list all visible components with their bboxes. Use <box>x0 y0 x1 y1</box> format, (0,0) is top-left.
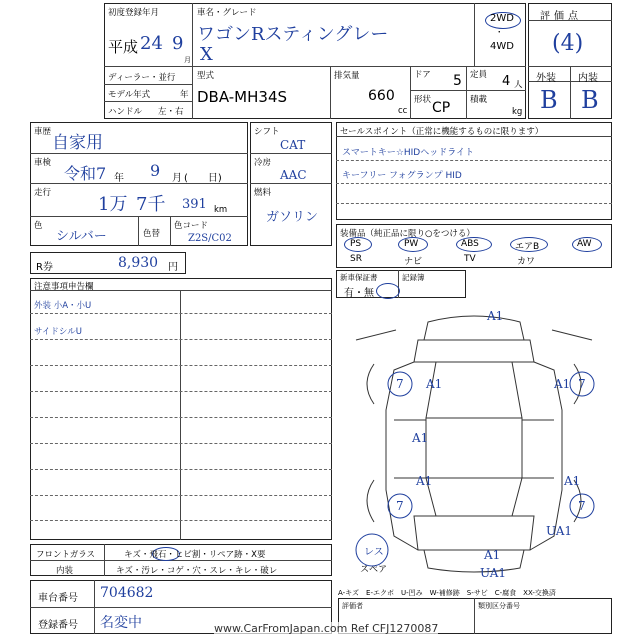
mark-rear-bumper: UA1 <box>480 566 507 580</box>
inspection-month-unit: 月 <box>172 173 182 184</box>
first-reg-label: 初度登録年月 <box>108 8 160 18</box>
interior-grade: B <box>581 86 599 114</box>
mark-tire-rl: 7 <box>396 499 404 513</box>
first-reg-month-unit: 月 <box>184 56 191 64</box>
dealer-label: ディーラー・並行 <box>108 73 176 83</box>
rating-label: 評価点 <box>540 11 582 22</box>
color-code-label: 色コード <box>174 221 209 231</box>
first-reg-year: 24 <box>140 33 163 54</box>
handle-options: 左・右 <box>158 107 184 117</box>
capacity-unit: 人 <box>514 80 523 90</box>
model-year-unit: 年 <box>180 90 189 100</box>
sales-point-1: スマートキー☆HIDヘッドライト <box>342 148 474 158</box>
shape: CP <box>432 100 451 116</box>
equip-sr: SR <box>350 254 362 264</box>
interior-label: 内装 <box>578 73 598 84</box>
frame-label: 車台番号 <box>38 593 78 604</box>
model-year-label: モデル年式 <box>108 90 151 100</box>
windshield-label: フロントガラス <box>36 550 95 560</box>
car-name: ワゴンRスティングレー <box>197 24 389 45</box>
equip-airbag: エアB <box>515 242 540 252</box>
usage-label: 車歴 <box>34 127 52 137</box>
note-1: 外装 小A・小U <box>34 301 92 311</box>
load-unit: kg <box>512 107 523 117</box>
exterior-grade: B <box>540 86 558 114</box>
fuel: ガソリン <box>266 210 319 225</box>
spare-label: スペア <box>360 565 388 575</box>
damage-legend: A-キズ E-エクボ U-凹み W-補修跡 S-サビ C-腐食 XX-交換済 <box>338 589 556 597</box>
note-2: サイドシルU <box>34 327 82 337</box>
reg-value: 名変中 <box>100 615 142 631</box>
inspection-year-unit: 年 <box>114 173 124 184</box>
displacement: 660 <box>368 88 395 104</box>
equip-aw: AW <box>577 239 592 249</box>
mileage-unit: km <box>214 205 228 215</box>
equip-tv: TV <box>464 254 476 264</box>
mark-left-side: A1 <box>412 431 429 445</box>
interior-options: キズ・汚レ・コゲ・穴・スレ・キレ・破レ <box>116 566 278 576</box>
mark-rear: A1 <box>484 548 501 562</box>
drive-2wd: 2WD <box>490 13 514 24</box>
color-swap-label: 色替 <box>143 229 161 239</box>
mark-rear-left: A1 <box>416 474 433 488</box>
drive-dot: ・ <box>495 28 504 38</box>
color: シルバー <box>56 229 107 244</box>
mark-tire-fl: 7 <box>396 377 404 391</box>
equip-leather: カワ <box>517 257 536 267</box>
sales-point-2: キーフリー フォグランプ HID <box>342 171 462 181</box>
records-label: 記録簿 <box>402 273 425 282</box>
reg-label: 登録番号 <box>38 620 78 631</box>
mileage-label: 走行 <box>34 188 52 198</box>
notes-block <box>30 278 332 540</box>
first-reg-month: 9 <box>172 33 184 54</box>
mileage-man: 1万 <box>98 194 128 215</box>
inspection-label: 車検 <box>34 158 52 168</box>
door-label: ドア <box>414 70 431 80</box>
type-label: 型式 <box>197 71 215 81</box>
record-label: 類別区分番号 <box>478 602 520 610</box>
spare-value: レス <box>364 547 384 558</box>
windshield-options: キズ・飛石・ヒビ割・リペア跡・X要 <box>124 550 266 560</box>
equip-ps: PS <box>350 239 362 249</box>
r-unit: 円 <box>168 262 178 273</box>
inspection-month: 9 <box>150 161 161 180</box>
r-label: R券 <box>36 262 53 273</box>
equip-abs: ABS <box>461 239 479 249</box>
handle-label: ハンドル <box>108 107 143 117</box>
type-value: DBA-MH34S <box>197 88 288 106</box>
notes-label: 注意事項申告欄 <box>34 282 94 292</box>
color-label: 色 <box>34 221 43 231</box>
color-code: Z2S/C02 <box>188 233 232 244</box>
displacement-unit: cc <box>398 106 408 116</box>
capacity-label: 定員 <box>470 70 488 80</box>
mark-front-left: A1 <box>426 377 443 391</box>
inspection-day: ( 日) <box>184 173 222 184</box>
r-ticket-block <box>30 252 186 274</box>
warranty-label: 新車保証書 <box>340 273 378 282</box>
car-name-label: 車名・グレード <box>197 8 257 18</box>
shape-label: 形状 <box>414 95 432 105</box>
equip-pw: PW <box>404 239 419 249</box>
warranty-value: 有・無 <box>344 288 374 299</box>
displacement-label: 排気量 <box>334 71 360 81</box>
grade: X <box>200 44 213 65</box>
interior-note-label: 内装 <box>56 566 74 576</box>
rating-value: (4) <box>552 31 584 56</box>
exterior-label: 外装 <box>536 73 556 84</box>
ac-label: 冷房 <box>254 158 272 168</box>
frame-number: 704682 <box>100 585 154 601</box>
equip-navi: ナビ <box>404 257 423 267</box>
sales-points-label: セールスポイント（正常に機能するものに限ります） <box>340 127 544 137</box>
drive-4wd: 4WD <box>490 41 514 52</box>
doors: 5 <box>453 73 462 89</box>
first-reg-era: 平成 <box>108 38 139 56</box>
inspector-label: 評価者 <box>342 602 363 610</box>
shift-label: シフト <box>254 127 280 137</box>
mark-rear-right: A1 <box>564 474 581 488</box>
mark-tire-fr: 7 <box>578 377 586 391</box>
ac: AAC <box>280 168 307 182</box>
mileage-sen: 7千 <box>136 194 166 215</box>
inspection-era: 令和7 <box>64 164 107 183</box>
shift: CAT <box>280 138 306 152</box>
mark-front-right: A1 <box>554 377 571 391</box>
load-label: 積載 <box>470 95 488 105</box>
fuel-label: 燃料 <box>254 188 272 198</box>
usage: 自家用 <box>52 133 103 153</box>
equipment-label: 装備品（純正品に限り○をつける） <box>340 229 475 239</box>
mark-rear-right-quarter: UA1 <box>546 524 573 538</box>
r-value: 8,930 <box>118 255 159 271</box>
mark-front-bumper: A1 <box>487 309 504 323</box>
reference-note: www.CarFromJapan.com Ref CFJ1270087 <box>214 622 439 635</box>
capacity: 4 <box>502 74 511 89</box>
mark-tire-rr: 7 <box>578 499 586 513</box>
mileage-rest: 391 <box>182 197 207 212</box>
